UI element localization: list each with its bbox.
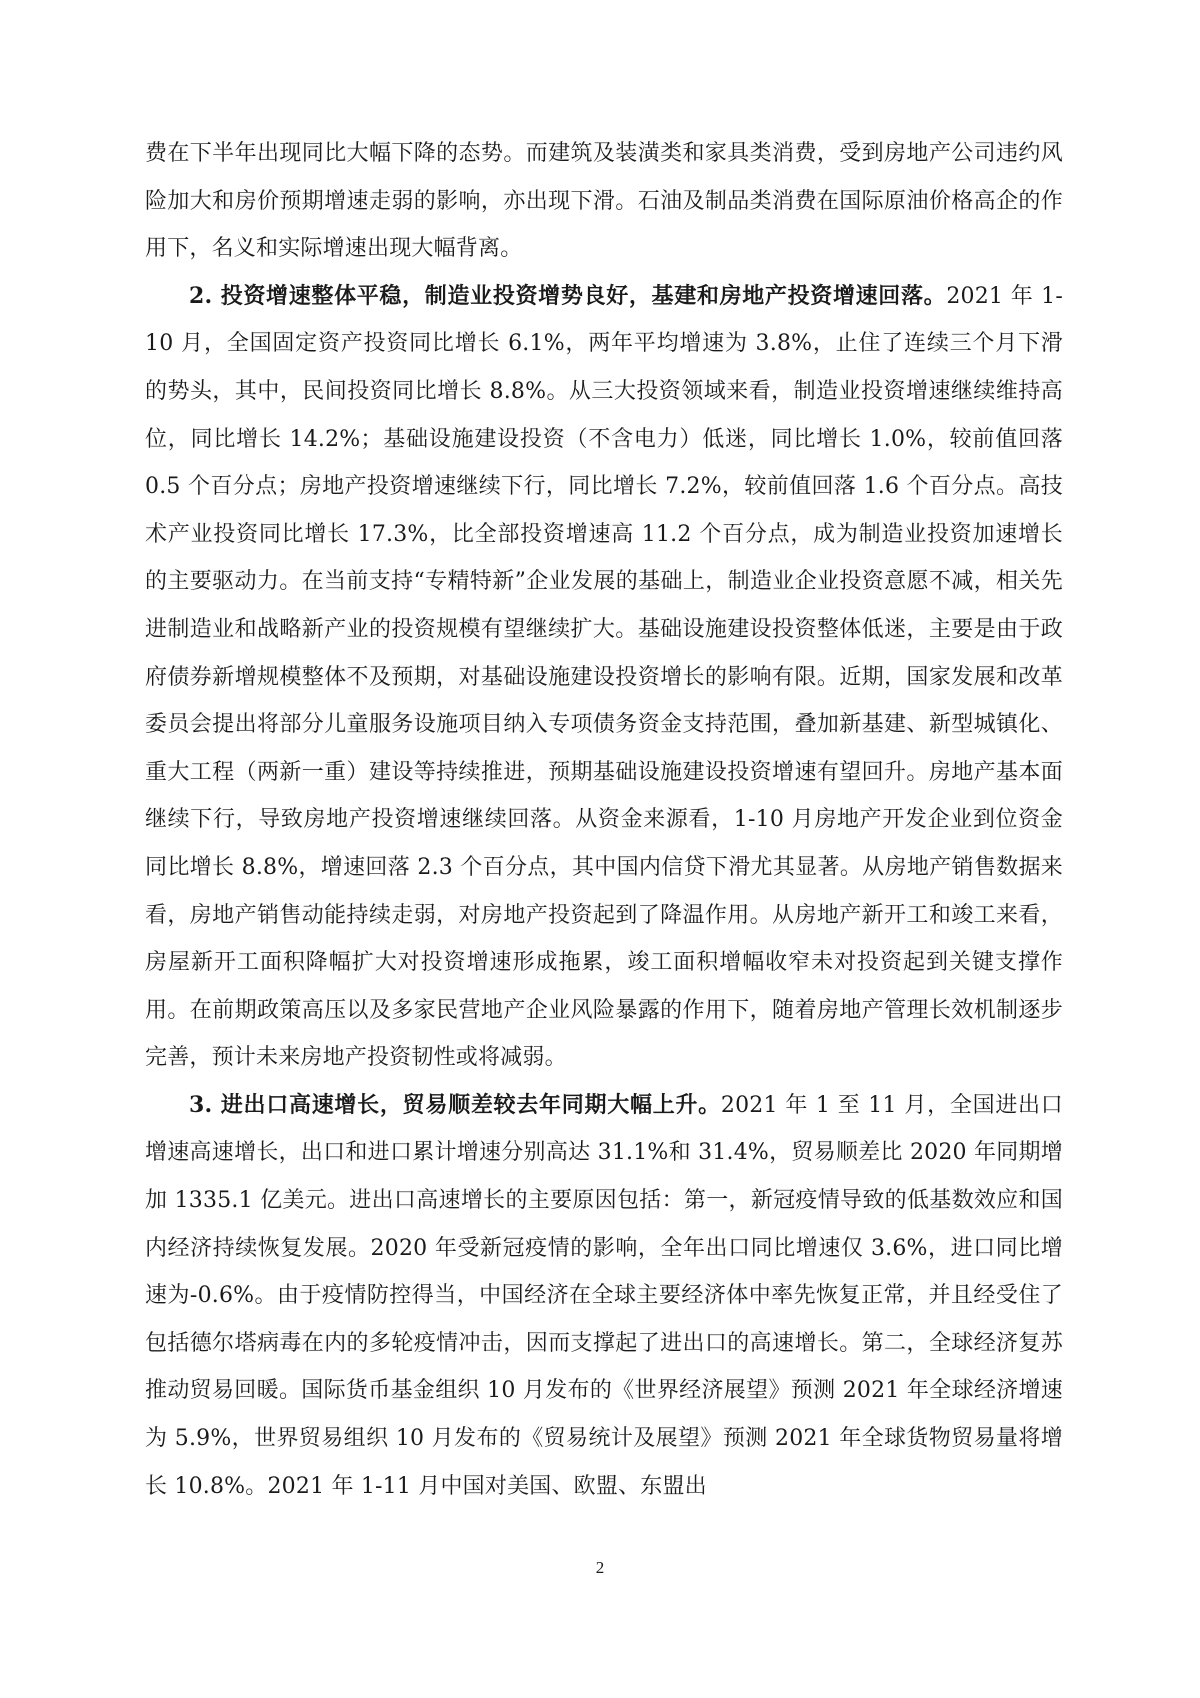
paragraph-trade bbox=[145, 1082, 1063, 1510]
paragraph-body: 费在下半年出现同比大幅下降的态势。而建筑及装潢类和家具类消费，受到房地产公司违约风险加大和房价预期增速走弱的影响，亦出现下滑。石油及制品类消费在国际原油价格高企的作用下，名义和实际增速出现大幅背离。 bbox=[145, 141, 1063, 262]
paragraph-body: 2021 年 1-10 月，全国固定资产投资同比增长 6.1%，两年平均增速为 3.8%，止住了连续三个月下滑的势头，其中，民间投资同比增长 8.8%。从三大投资领域来看，制造业投资增速继续维持高位，同比增长 14.2%；基础设施建设投资（不含电力）低迷，同比增长 1.0%，较前值回落 0.5 个百分点；房地产投资增速继续下行，同比增长 7.2%，较前值回落 1.6 个百分点。高技术产业投资同比增长 17.3%，比全部投资增速高 11.2 个百分点，成为制造业投资加速增长的主要驱动力。在当前支持“专精特新”企业发展的基础上，制造业企业投资意愿不减，相关先进制造业和战略新产业的投资规模有望继续扩大。基础设施建设投资整体低迷，主要是由于政府债券新增规模整体不及预期，对基础设施建设投资增长的影响有限。近期，国家发展和改革委员会提出将部分儿童服务设施项目纳入专项债务资金支持范围，叠加新基建、新型城镇化、重大工程（两新一重）建设等持续推进，预期基础设施建设投资增速有望回升。房地产基本面继续下行，导致房地产投资增速继续回落。从资金来源看，1-10 月房地产开发企业到位资金同比增长 8.8%，增速回落 2.3 个百分点，其中国内信贷下滑尤其显著。从房地产销售数据来看，房地产销售动能持续走弱，对房地产投资起到了降温作用。从房地产新开工和竣工来看，房屋新开工面积降幅扩大对投资增速形成拖累，竣工面积增幅收窄未对投资起到关键支撑作用。在前期政策高压以及多家民营地产企业风险暴露的作用下，随着房地产管理长效机制逐步完善，预计未来房地产投资韧性或将减弱。 bbox=[145, 283, 1063, 1071]
paragraph-heading-investment: 2. 投资增速整体平稳，制造业投资增势良好，基建和房地产投资增速回落。 bbox=[189, 282, 947, 309]
paragraph-investment bbox=[145, 273, 1063, 1082]
paragraph-consumption-continued bbox=[145, 130, 1063, 273]
paragraph-heading-trade: 3. 进出口高速增长，贸易顺差较去年同期大幅上升。 bbox=[189, 1091, 721, 1118]
paragraph-body: 2021 年 1 至 11 月，全国进出口增速高速增长，出口和进口累计增速分别高达 31.1%和 31.4%，贸易顺差比 2020 年同期增加 1335.1 亿美元。进出口高速增长的主要原因包括：第一，新冠疫情导致的低基数效应和国内经济持续恢复发展。2020 年受新冠疫情的影响，全年出口同比增速仅 3.6%，进口同比增速为-0.6%。由于疫情防控得当，中国经济在全球主要经济体中率先恢复正常，并且经受住了包括德尔塔病毒在内的多轮疫情冲击，因而支撑起了进出口的高速增长。第二，全球经济复苏推动贸易回暖。国际货币基金组织 10 月发布的《世界经济展望》预测 2021 年全球经济增速为 5.9%，世界贸易组织 10 月发布的《贸易统计及展望》预测 2021 年全球货物贸易量将增长 10.8%。2021 年 1-11 月中国对美国、欧盟、东盟出 bbox=[145, 1092, 1063, 1499]
page-number: 2 bbox=[595, 1558, 605, 1577]
document-body bbox=[145, 130, 1063, 1510]
